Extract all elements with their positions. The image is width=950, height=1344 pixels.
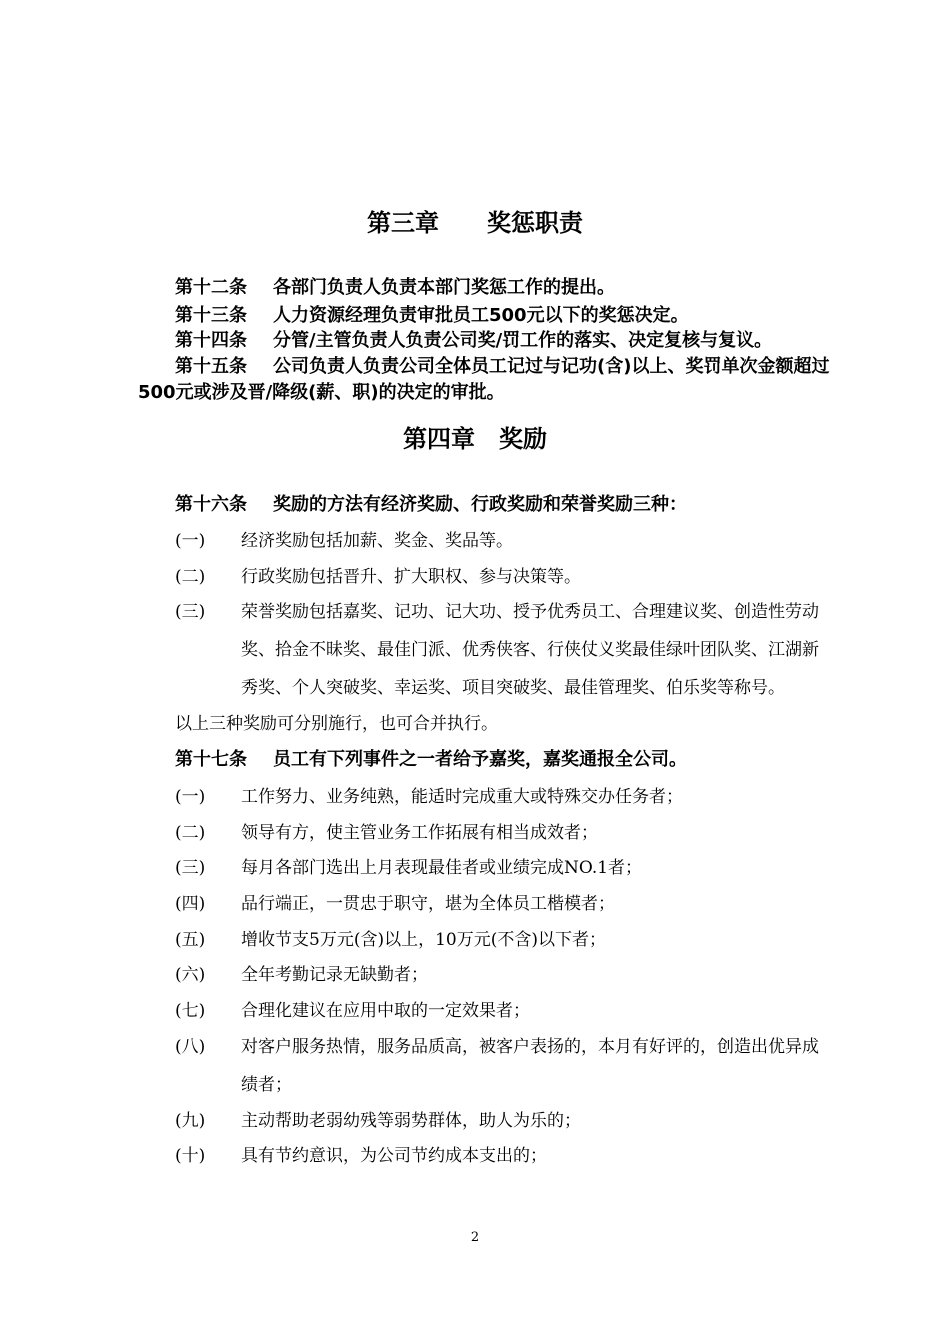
article-number: 第十六条: [175, 494, 247, 515]
list-text: 对客户服务热情，服务品质高，被客户表扬的，本月有好评的，创造出优异成: [241, 1037, 819, 1057]
list-marker: (七): [175, 1001, 206, 1021]
list-text-continuation: 绩者；: [241, 1075, 292, 1095]
article-12: [175, 277, 865, 299]
list-text: 每月各部门选出上月表现最佳者或业绩完成NO.1者；: [241, 858, 643, 878]
list-marker: (十): [175, 1146, 206, 1166]
article-number: 第十三条: [175, 305, 247, 326]
chapter-3-title: 第三章 奖惩职责: [367, 209, 583, 237]
article-number: 第十五条: [175, 356, 247, 377]
list-text: 具有节约意识，为公司节约成本支出的；: [241, 1146, 547, 1166]
list-marker: (五): [175, 930, 206, 950]
list-text-continuation: 奖、拾金不昧奖、最佳门派、优秀侠客、行侠仗义奖最佳绿叶团队奖、江湖新: [241, 640, 819, 660]
list-text: 全年考勤记录无缺勤者；: [241, 965, 428, 985]
article-text: 奖励的方法有经济奖励、行政奖励和荣誉奖励三种：: [273, 494, 687, 515]
list-text: 荣誉奖励包括嘉奖、记功、记大功、授予优秀员工、合理建议奖、创造性劳动: [241, 602, 819, 622]
list-marker: (二): [175, 567, 206, 587]
list-text: 行政奖励包括晋升、扩大职权、参与决策等。: [241, 567, 581, 587]
list-text: 经济奖励包括加薪、奖金、奖品等。: [241, 531, 513, 551]
article-13: [175, 305, 865, 327]
chapter-4-title: 第四章 奖励: [403, 425, 547, 453]
list-marker: (三): [175, 858, 206, 878]
list-text: 合理化建议在应用中取的一定效果者；: [241, 1001, 530, 1021]
article-text: 人力资源经理负责审批员工500元以下的奖惩决定。: [273, 305, 689, 326]
list-text: 增收节支5万元(含)以上，10万元(不含)以下者；: [241, 930, 606, 950]
article-16: [175, 494, 865, 516]
list-marker: (一): [175, 531, 206, 551]
list-marker: (六): [175, 965, 206, 985]
article-text: 公司负责人负责公司全体员工记过与记功(含)以上、奖罚单次金额超过: [273, 356, 830, 377]
page-number: 2: [470, 1230, 480, 1245]
article-14: [175, 330, 865, 352]
list-marker: (九): [175, 1111, 206, 1131]
article-number: 第十七条: [175, 749, 247, 770]
list-text: 领导有方，使主管业务工作拓展有相当成效者；: [241, 823, 598, 843]
list-text: 品行端正，一贯忠于职守，堪为全体员工楷模者；: [241, 894, 615, 914]
article-number: 第十二条: [175, 277, 247, 298]
list-marker: (一): [175, 787, 206, 807]
list-marker: (四): [175, 894, 206, 914]
list-text: 主动帮助老弱幼残等弱势群体，助人为乐的；: [241, 1111, 581, 1131]
article-15: [175, 356, 865, 378]
article-number: 第十四条: [175, 330, 247, 351]
list-text-continuation: 秀奖、个人突破奖、幸运奖、项目突破奖、最佳管理奖、伯乐奖等称号。: [241, 678, 785, 698]
article-text: 各部门负责人负责本部门奖惩工作的提出。: [273, 277, 615, 298]
list-marker: (三): [175, 602, 206, 622]
article-text: 员工有下列事件之一者给予嘉奖，嘉奖通报全公司。: [273, 749, 687, 770]
article-text: 分管/主管负责人负责公司奖/罚工作的落实、决定复核与复议。: [273, 330, 773, 351]
article-17: [175, 749, 865, 771]
list-marker: (八): [175, 1037, 206, 1057]
list-marker: (二): [175, 823, 206, 843]
list-text: 工作努力、业务纯熟，能适时完成重大或特殊交办任务者；: [241, 787, 683, 807]
article-15-continuation: 500元或涉及晋/降级(薪、职)的决定的审批。: [138, 382, 505, 403]
article-16-note: 以上三种奖励可分别施行，也可合并执行。: [175, 714, 498, 734]
